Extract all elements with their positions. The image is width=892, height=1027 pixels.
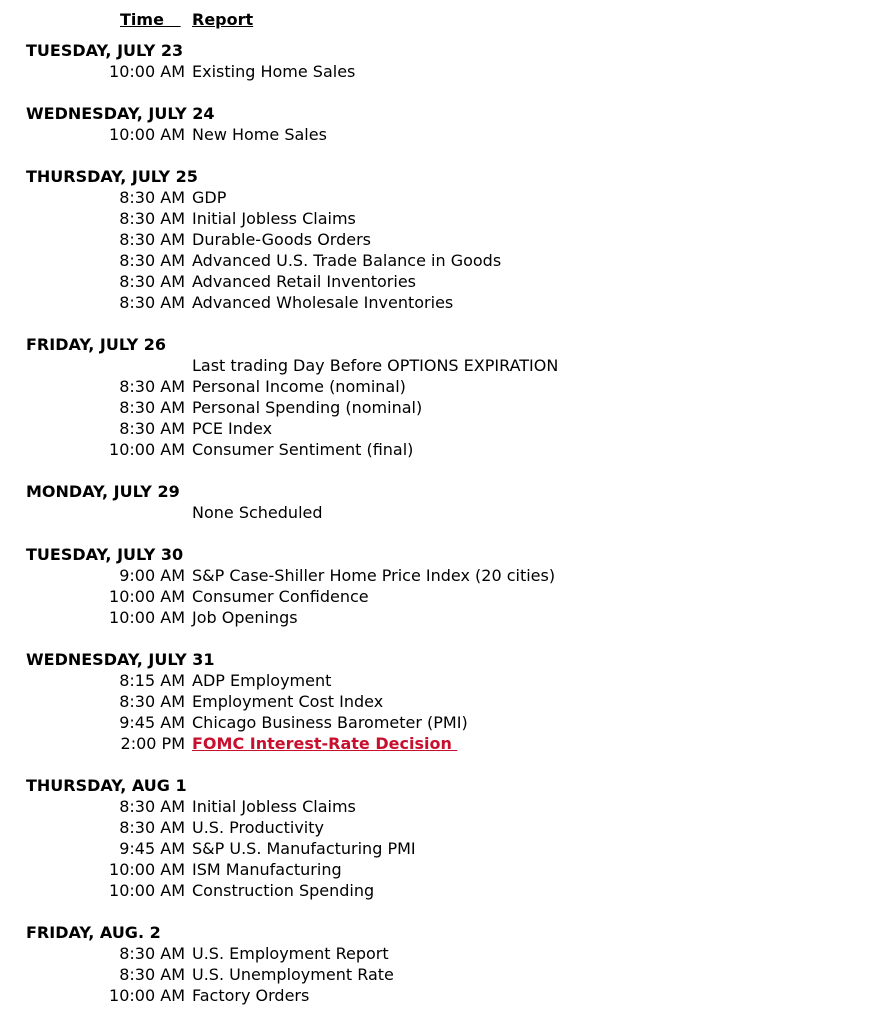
event-report: U.S. Employment Report [192,944,389,963]
event-time: 8:15 AM [119,671,185,690]
event-row [0,586,892,607]
event-time: 8:30 AM [119,251,185,270]
day-group [0,481,892,523]
event-time: 10:00 AM [109,881,185,900]
event-time: 9:45 AM [119,713,185,732]
event-time: 8:30 AM [119,272,185,291]
event-row [0,229,892,250]
event-report: Advanced Wholesale Inventories [192,293,454,312]
event-time: 8:30 AM [119,230,185,249]
event-report: Initial Jobless Claims [192,797,356,816]
day-group [0,649,892,754]
day-group [0,103,892,145]
day-group [0,166,892,313]
event-row [0,691,892,712]
event-report: Consumer Sentiment (final) [192,440,414,459]
event-report: S&P Case-Shiller Home Price Index (20 cities) [192,566,556,585]
day-heading: FRIDAY, AUG. 2 [26,923,161,942]
event-report: ADP Employment [192,671,332,690]
event-row [0,943,892,964]
event-time: 10:00 AM [109,608,185,627]
event-report: Consumer Confidence [192,587,369,606]
event-row [0,565,892,586]
event-row [0,187,892,208]
event-time: 8:30 AM [119,398,185,417]
event-time: 10:00 AM [109,587,185,606]
event-time: 8:30 AM [119,944,185,963]
event-row [0,817,892,838]
event-report: Durable-Goods Orders [192,230,372,249]
event-row [0,880,892,901]
day-heading: TUESDAY, JULY 30 [26,545,184,564]
event-row [0,355,892,376]
event-time: 8:30 AM [119,293,185,312]
fomc-decision-link[interactable]: FOMC Interest-Rate Decision [192,734,458,753]
event-row [0,124,892,145]
event-row [0,61,892,82]
event-report: Initial Jobless Claims [192,209,356,228]
event-report: Advanced Retail Inventories [192,272,416,291]
event-time: 8:30 AM [119,797,185,816]
event-report: Job Openings [192,608,298,627]
event-report: Factory Orders [192,986,310,1005]
event-report: Existing Home Sales [192,62,356,81]
event-time: 8:30 AM [119,965,185,984]
event-time: 8:30 AM [119,209,185,228]
event-row [0,712,892,733]
column-header [0,9,892,30]
event-report: U.S. Unemployment Rate [192,965,394,984]
event-time: 8:30 AM [119,692,185,711]
event-row [0,250,892,271]
day-group [0,40,892,82]
event-row [0,964,892,985]
event-time: 10:00 AM [109,860,185,879]
event-report: Employment Cost Index [192,692,384,711]
event-row [0,502,892,523]
event-time: 8:30 AM [119,419,185,438]
day-heading: WEDNESDAY, JULY 24 [26,104,215,123]
event-time: 2:00 PM [120,734,185,753]
day-group [0,922,892,1006]
day-heading: THURSDAY, AUG 1 [26,776,187,795]
event-row [0,208,892,229]
time-column-header: Time [120,10,181,29]
event-row [0,838,892,859]
day-heading: WEDNESDAY, JULY 31 [26,650,215,669]
event-row [0,859,892,880]
day-heading: FRIDAY, JULY 26 [26,335,166,354]
event-time: 10:00 AM [109,440,185,459]
event-report: PCE Index [192,419,273,438]
event-report: Last trading Day Before OPTIONS EXPIRATION [192,356,559,375]
event-report: Personal Income (nominal) [192,377,406,396]
event-row [0,985,892,1006]
event-row [0,418,892,439]
event-time: 10:00 AM [109,62,185,81]
event-row [0,670,892,691]
event-row [0,292,892,313]
event-time: 8:30 AM [119,188,185,207]
day-group [0,334,892,460]
day-group [0,775,892,901]
event-report: Personal Spending (nominal) [192,398,423,417]
day-heading: MONDAY, JULY 29 [26,482,180,501]
event-row [0,607,892,628]
event-report: GDP [192,188,227,207]
schedule-list [0,40,892,1027]
event-time: 8:30 AM [119,818,185,837]
day-heading: TUESDAY, JULY 23 [26,41,184,60]
day-heading: THURSDAY, JULY 25 [26,167,198,186]
event-row [0,439,892,460]
event-report: Construction Spending [192,881,375,900]
event-time: 9:45 AM [119,839,185,858]
event-report: New Home Sales [192,125,327,144]
report-column-header: Report [192,10,254,29]
event-time: 10:00 AM [109,986,185,1005]
event-report: U.S. Productivity [192,818,324,837]
event-report: None Scheduled [192,503,323,522]
event-row [0,796,892,817]
event-row [0,376,892,397]
event-time: 10:00 AM [109,125,185,144]
event-time: 9:00 AM [119,566,185,585]
event-row [0,733,892,754]
event-report: ISM Manufacturing [192,860,342,879]
day-group [0,544,892,628]
event-report: S&P U.S. Manufacturing PMI [192,839,416,858]
event-row [0,271,892,292]
event-row [0,397,892,418]
event-time: 8:30 AM [119,377,185,396]
event-report: Advanced U.S. Trade Balance in Goods [192,251,502,270]
event-report: Chicago Business Barometer (PMI) [192,713,468,732]
